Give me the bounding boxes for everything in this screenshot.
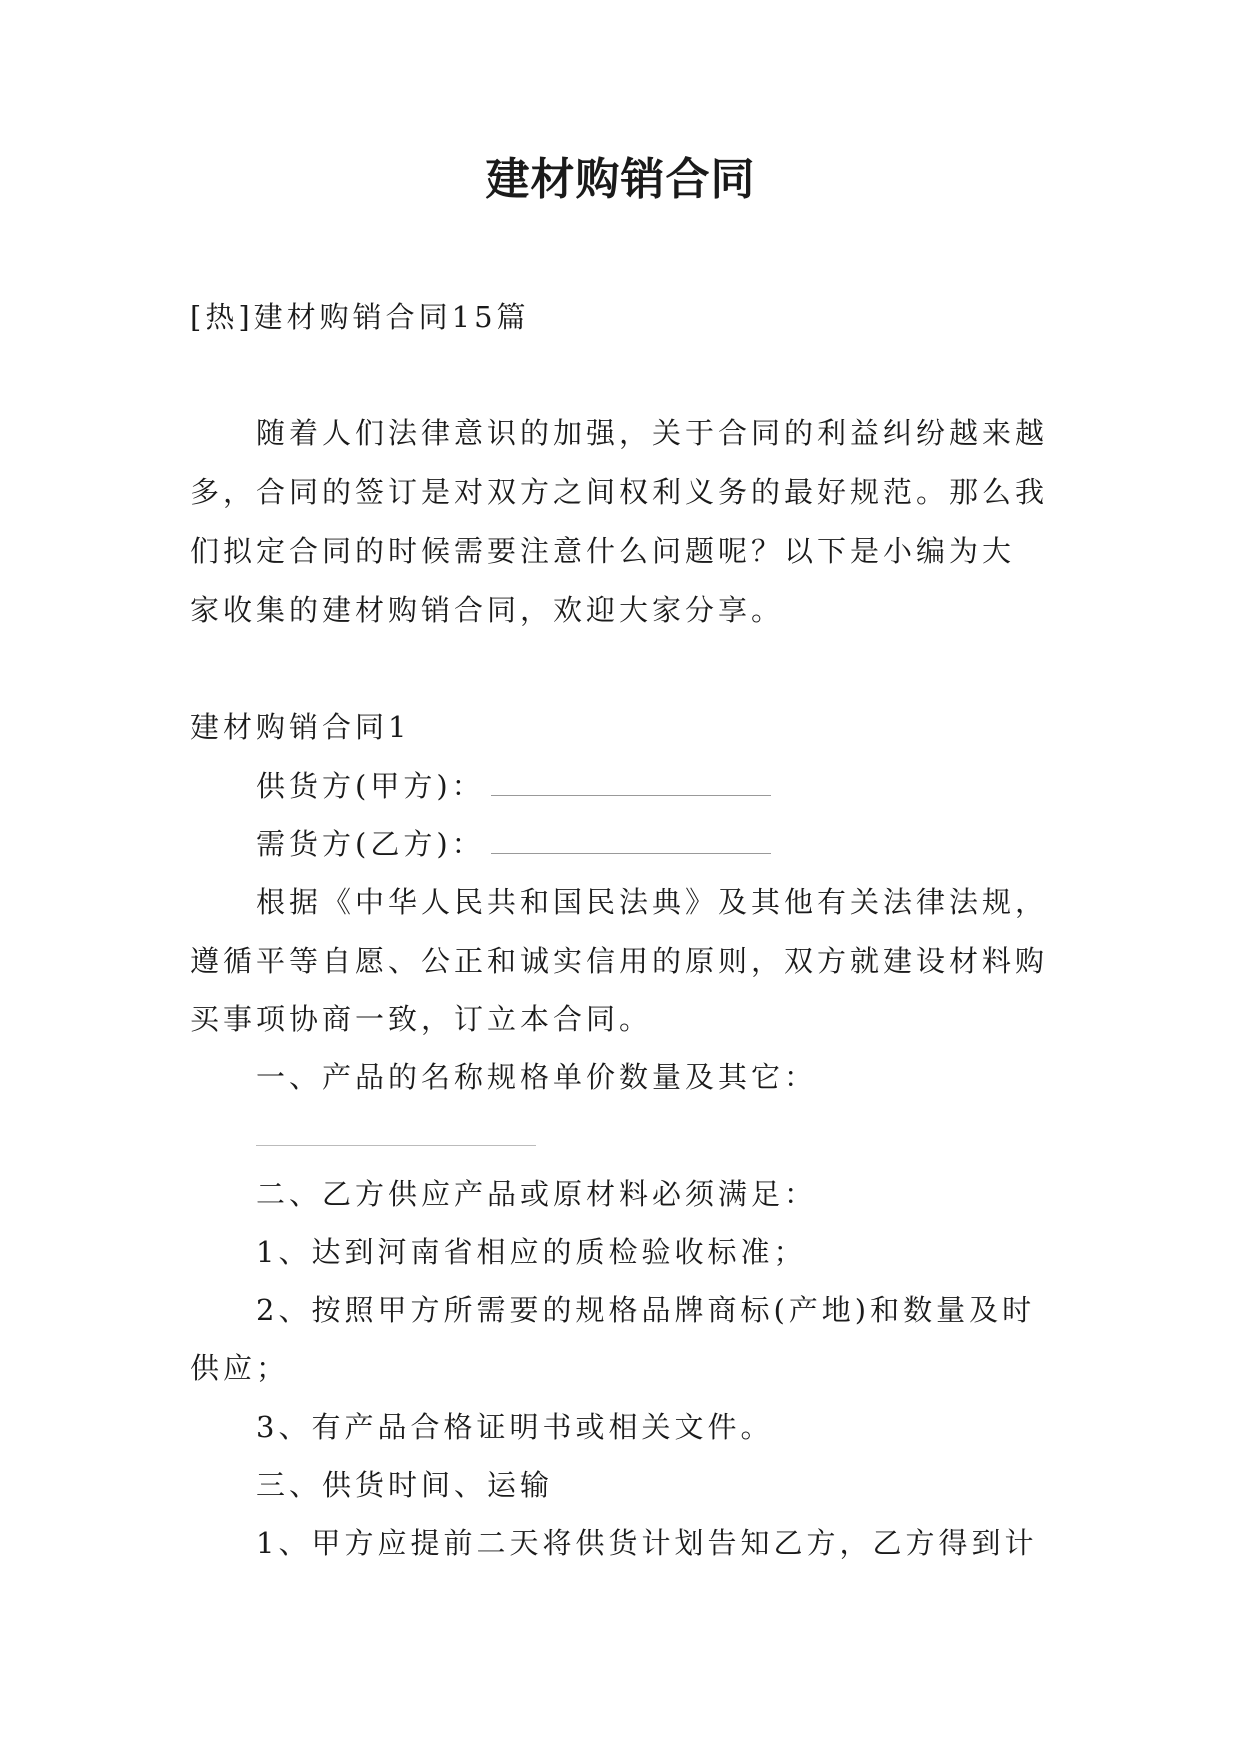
supplier-blank	[491, 794, 771, 796]
intro-line-1: 随着人们法律意识的加强，关于合同的利益纠纷越来越	[256, 416, 1049, 450]
basis-line-3: 买事项协商一致，订立本合同。	[190, 1002, 653, 1036]
supplier-field	[256, 764, 1076, 808]
buyer-field	[256, 822, 1076, 866]
section-2-item-1: 1、达到河南省相应的质检验收标准；	[256, 1235, 807, 1269]
section-2-item-3: 3、有产品合格证明书或相关文件。	[256, 1410, 774, 1444]
document-subtitle: [热]建材购销合同15篇	[190, 300, 530, 334]
intro-line-3: 们拟定合同的时候需要注意什么问题呢？以下是小编为大	[190, 534, 1016, 568]
section-3-item-1: 1、甲方应提前二天将供货计划告知乙方，乙方得到计	[256, 1526, 1038, 1560]
intro-line-2: 多，合同的签订是对双方之间权利义务的最好规范。那么我	[190, 475, 1049, 509]
basis-line-2: 遵循平等自愿、公正和诚实信用的原则，双方就建设材料购	[190, 944, 1049, 978]
intro-line-4: 家收集的建材购销合同，欢迎大家分享。	[190, 593, 785, 627]
section-1-heading: 一、产品的名称规格单价数量及其它：	[256, 1060, 818, 1094]
document-title: 建材购销合同	[485, 154, 756, 205]
section-2-item-2: 2、按照甲方所需要的规格品牌商标(产地)和数量及时	[256, 1293, 1036, 1327]
supplier-label: 供货方(甲方)：	[256, 769, 485, 803]
section-2-item-2-cont: 供应；	[190, 1351, 290, 1385]
section-3-heading: 三、供货时间、运输	[256, 1468, 554, 1502]
basis-line-1: 根据《中华人民共和国民法典》及其他有关法律法规，	[256, 885, 1049, 919]
buyer-blank	[491, 852, 771, 854]
contract-heading: 建材购销合同1	[190, 710, 411, 744]
buyer-label: 需货方(乙方)：	[256, 827, 485, 861]
section-2-heading: 二、乙方供应产品或原材料必须满足：	[256, 1177, 818, 1211]
section-1-blank	[256, 1145, 536, 1146]
